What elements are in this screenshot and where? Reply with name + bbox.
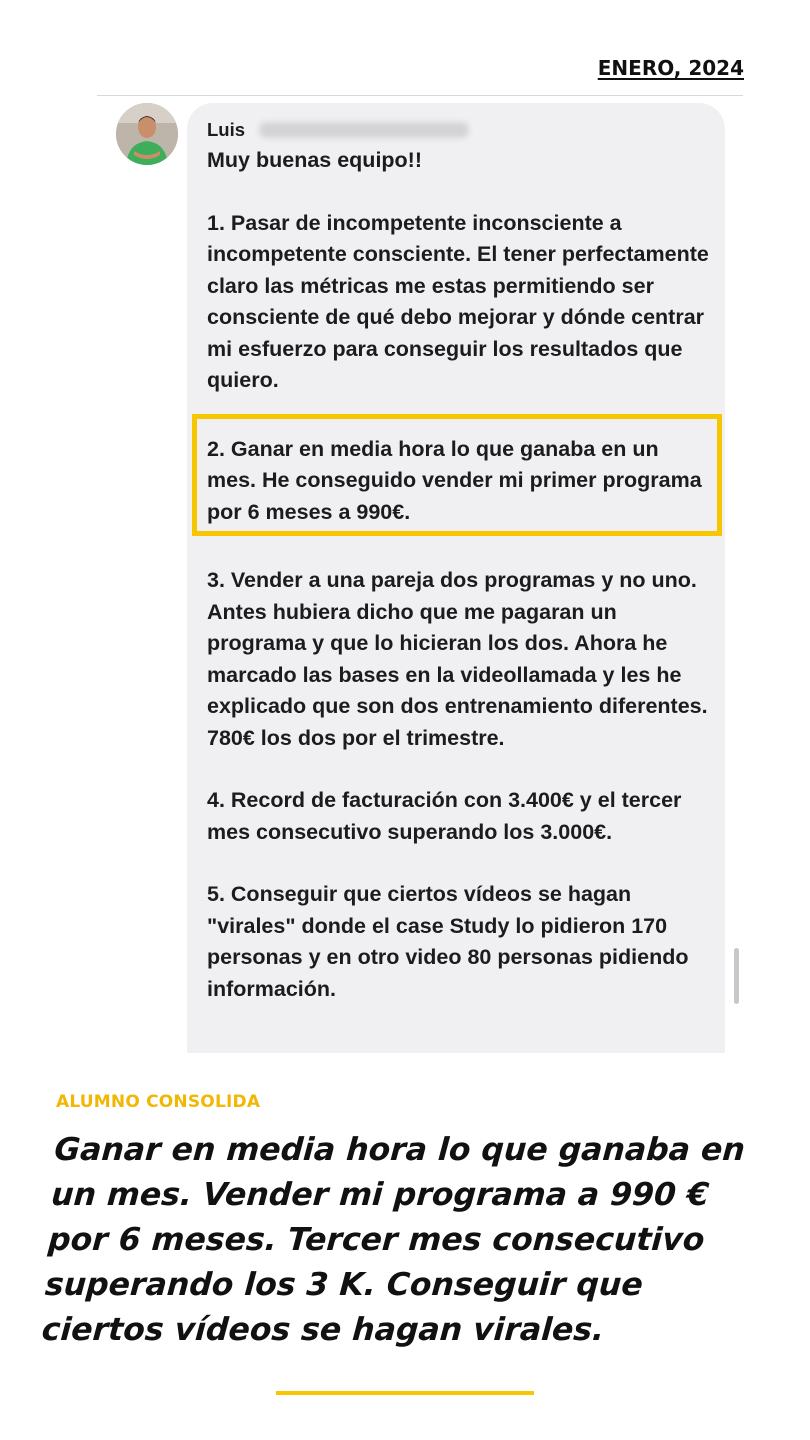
message-point-2: 2. Ganar en media hora lo que ganaba en un mes. He conseguido vender mi primer programa por 6 meses a 990€. bbox=[207, 436, 702, 524]
date-label: ENERO, 2024 bbox=[597, 56, 744, 80]
message-text bbox=[207, 117, 713, 1005]
message-point-1: 1. Pasar de incompetente inconsciente a incompetente consciente. El tener perfectamente claro las métricas me estas permitiendo ser consciente de qué debo mejorar y dónde centrar mi esfuerzo para conseguir los resultados que quiero. bbox=[207, 210, 709, 392]
avatar[interactable] bbox=[116, 103, 178, 165]
scrollbar[interactable] bbox=[734, 948, 739, 1004]
message-point-5: 5. Conseguir que ciertos vídeos se hagan "virales" donde el case Study lo pidieron 170 personas y en otro video 80 personas pidiendo información. bbox=[207, 882, 689, 1001]
highlight-box bbox=[192, 414, 722, 536]
person-photo-icon bbox=[116, 103, 178, 165]
message-bubble bbox=[187, 103, 725, 1053]
top-divider bbox=[97, 95, 743, 96]
message-point-4: 4. Record de facturación con 3.400€ y el tercer mes consecutivo superando los 3.000€. bbox=[207, 788, 682, 844]
blurred-surname bbox=[259, 122, 469, 138]
message-greeting: Muy buenas equipo!! bbox=[207, 148, 422, 172]
testimonial-tag: ALUMNO CONSOLIDA bbox=[56, 1092, 261, 1112]
sender-name[interactable]: Luis bbox=[207, 119, 246, 141]
testimonial-quote: Ganar en media hora lo que ganaba en un mes. Vender mi programa a 990 € por 6 meses. Tercer mes consecutivo superando los 3 K. Conseguir que ciertos vídeos se hagan virales. bbox=[40, 1132, 747, 1348]
message-point-3: 3. Vender a una pareja dos programas y no uno. Antes hubiera dicho que me pagaran un programa y que lo hicieran los dos. Ahora he marcado las bases en la videollamada y les he explicado que son dos entrenamiento diferentes. 780€ los dos por el trimestre. bbox=[207, 568, 708, 750]
bottom-divider bbox=[276, 1391, 534, 1395]
